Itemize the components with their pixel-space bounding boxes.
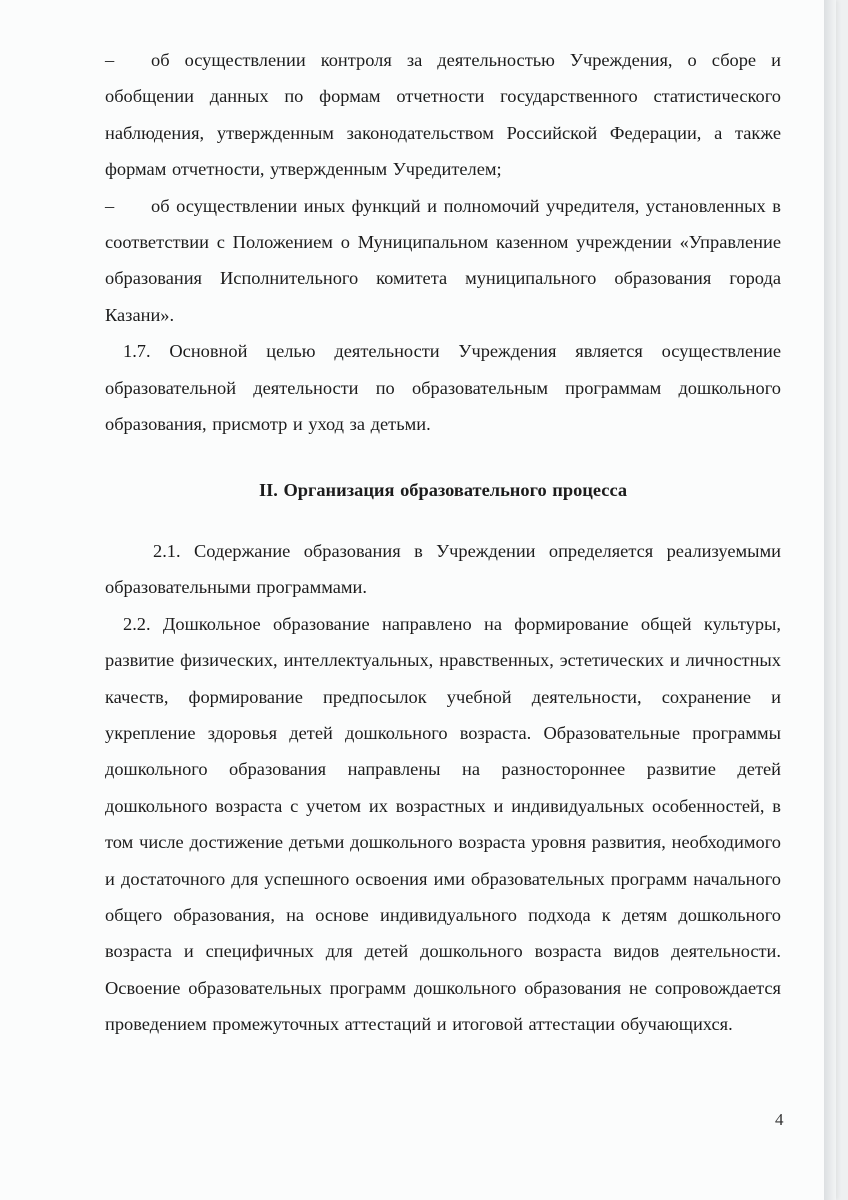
page-edge xyxy=(824,0,836,1200)
document-body xyxy=(105,42,781,1043)
paragraph-other-functions-text: об осуществлении иных функций и полномочий учредителя, установленных в соответствии с Положением о Муниципальном казенном учреждении «Управление образования Исполнительного комитета муниципального образования города Казани». xyxy=(105,195,781,325)
paragraph-2-2: 2.2. Дошкольное образование направлено на формирование общей культуры, развитие физических, интеллектуальных, нравственных, эстетических и личностных качеств, формирование предпосылок учебной деятельности, сохранение и укрепление здоровья детей дошкольного возраста. Образовательные программы дошкольного образования направлены на разностороннее развитие детей дошкольного возраста с учетом их возрастных и индивидуальных особенностей, в том числе достижение детьми дошкольного возраста уровня развития, необходимого и достаточного для успешного освоения ими образовательных программ начального общего образования, на основе индивидуального подхода к детям дошкольного возраста и специфичных для детей дошкольного возраста видов деятельности. Освоение образовательных программ дошкольного образования не сопровождается проведением промежуточных аттестаций и итоговой аттестации обучающихся. xyxy=(105,613,781,1035)
paragraph-control xyxy=(105,42,781,188)
list-dash: – xyxy=(105,50,115,70)
paragraph-1-7: 1.7. Основной целью деятельности Учреждения является осуществление образовательной деятельности по образовательным программам дошкольного образования, присмотр и уход за детьми. xyxy=(105,341,781,435)
section-heading: II. Организация образовательного процесса xyxy=(258,480,628,501)
page-number: 4 xyxy=(775,1110,784,1129)
paragraph-other-functions xyxy=(105,188,781,334)
paragraph-2-1: 2.1. Содержание образования в Учреждении определяется реализуемыми образовательными программами. xyxy=(105,540,781,598)
list-dash: – xyxy=(105,195,115,216)
paragraph-control-text: об осуществлении контроля за деятельностью Учреждения, о сборе и обобщении данных по формам отчетности государственного статистического наблюдения, утвержденным законодательством Российской Федерации, а также формам отчетности, утвержденным Учредителем; xyxy=(105,50,781,180)
